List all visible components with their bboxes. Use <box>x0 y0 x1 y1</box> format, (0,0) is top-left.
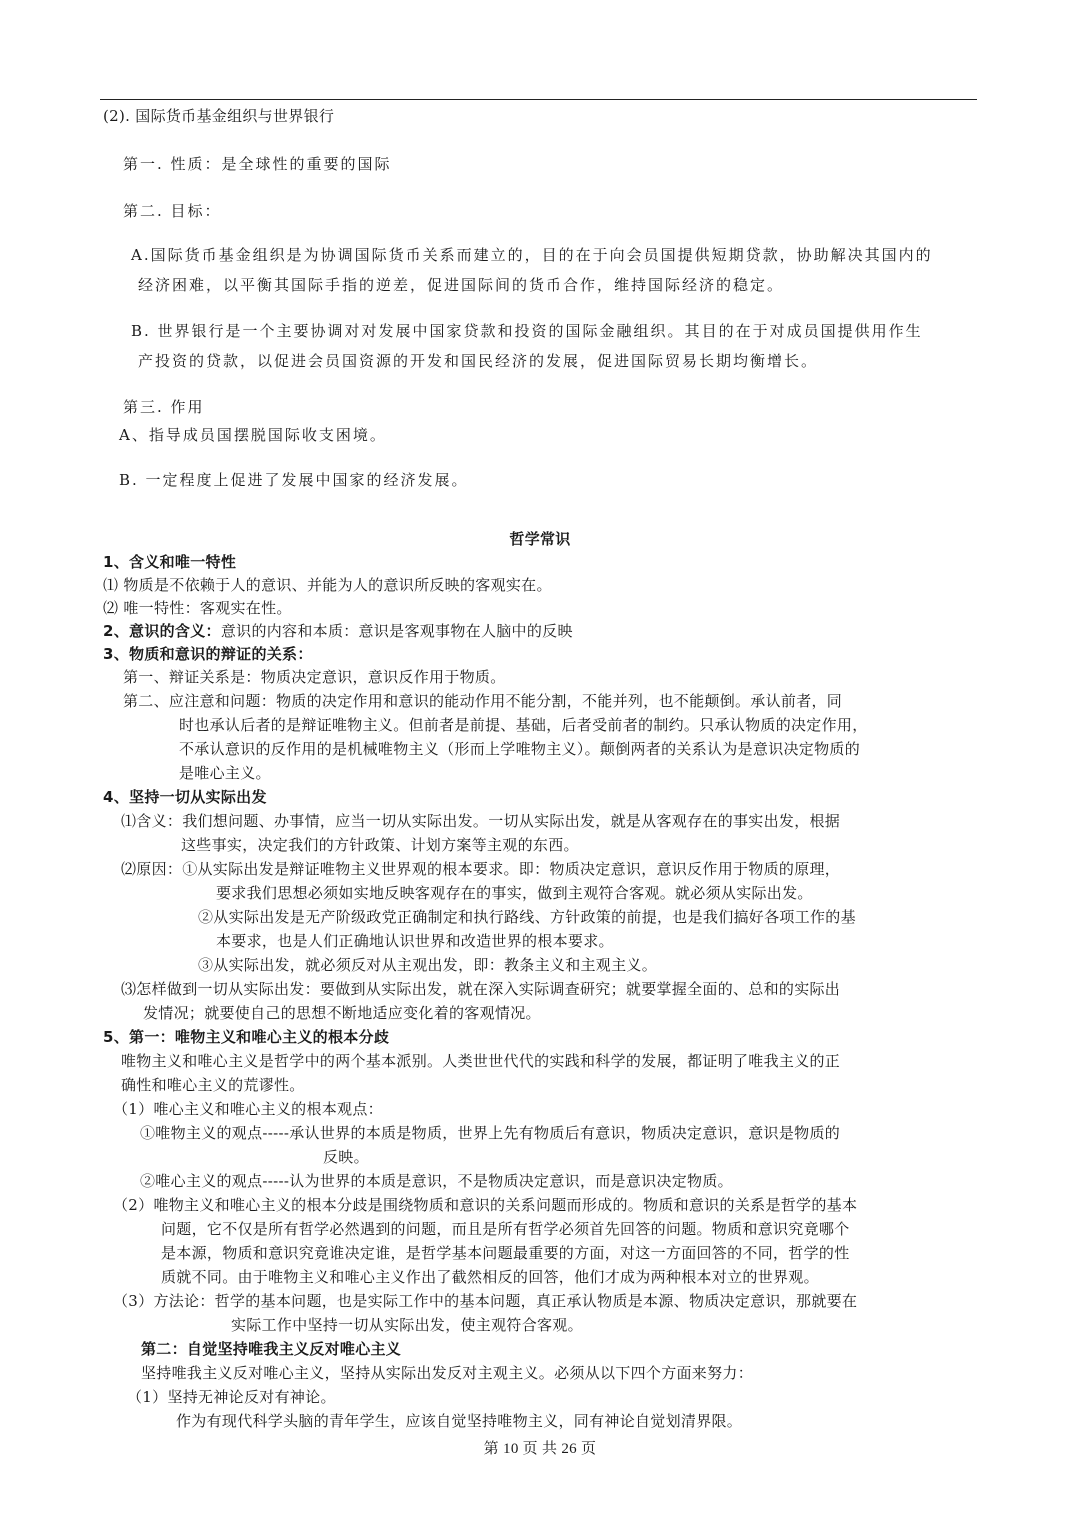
s6-heading: 第二：自觉坚持唯我主义反对唯心主义 <box>141 1340 402 1358</box>
s3-heading: 3、物质和意识的辩证的关系： <box>103 645 313 663</box>
s5-intro-line-1: 唯物主义和唯心主义是哲学中的两个基本派别。人类世世代代的实践和科学的发展，都证明了唯我主义的正 <box>121 1052 841 1070</box>
s2-text: 意识的内容和本质：意识是客观事物在人脑中的反映 <box>220 622 573 640</box>
s3-item-2-line-4: 是唯心主义。 <box>179 764 271 782</box>
s4-item-1-line-2: 这些事实，决定我们的方针政策、计划方案等主观的东西。 <box>181 836 579 854</box>
s2-label: 2、意识的含义： <box>103 622 221 640</box>
s1-heading: 1、含义和唯一特性 <box>103 553 237 571</box>
s3-item-2-line-2: 时也承认后者的是辩证唯物主义。但前者是前提、基础，后者受前者的制约。只承认物质的决定作用， <box>179 716 868 734</box>
s6-intro: 坚持唯我主义反对唯心主义，坚持从实际出发反对主观主义。必须从以下四个方面来努力： <box>141 1364 754 1382</box>
s5-item-2-line-4: 质就不同。由于唯物主义和唯心主义作出了截然相反的回答，他们才成为两种根本对立的世界观。 <box>161 1268 819 1286</box>
s5-heading: 5、第一：唯物主义和唯心主义的根本分歧 <box>103 1028 390 1046</box>
page-footer: 第 10 页 共 26 页 <box>483 1441 597 1457</box>
s6-item-1-text: 作为有现代科学头脑的青年学生，应该自觉坚持唯物主义，同有神论自觉划清界限。 <box>176 1412 743 1430</box>
s5-item-1-heading: （1）唯心主义和唯心主义的根本观点： <box>113 1100 383 1118</box>
s4-heading: 4、坚持一切从实际出发 <box>103 788 267 806</box>
s4-item-2-line-5: ③从实际出发，就必须反对从主观出发，即：教条主义和主观主义。 <box>198 956 658 974</box>
philosophy-title: 哲学常识 <box>509 530 571 548</box>
s3-item-2-line-3: 不承认意识的反作用的是机械唯物主义（形而上学唯物主义）。颠倒两者的关系认为是意识决定物质的 <box>179 740 861 758</box>
s4-item-2-line-4: 本要求，也是人们正确地认识世界和改造世界的根本要求。 <box>216 932 614 950</box>
s5-item-1-materialism: ①唯物主义的观点-----承认世界的本质是物质，世界上先有物质后有意识，物质决定意识，意识是物质的 <box>140 1124 841 1142</box>
s3-item-2-line-1: 第二、应注意和问题：物质的决定作用和意识的能动作用不能分割，不能并列，也不能颠倒。承认前者，同 <box>123 692 843 710</box>
s4-item-2-line-1: ⑵原因：①从实际出发是辩证唯物主义世界观的根本要求。即：物质决定意识，意识反作用于物质的原理， <box>121 860 841 878</box>
s5-item-3-line-1: （3）方法论：哲学的基本问题，也是实际工作中的基本问题，真正承认物质是本源、物质决定意识，那就要在 <box>113 1292 858 1310</box>
s4-item-2-line-3: ②从实际出发是无产阶级政党正确制定和执行路线、方针政策的前提，也是我们搞好各项工作的基 <box>198 908 856 926</box>
goal-a-line-2: 经济困难，以平衡其国际手指的逆差，促进国际间的货币合作，维持国际经济的稳定。 <box>138 276 785 294</box>
s6-item-1: （1）坚持无神论反对有神论。 <box>127 1388 336 1406</box>
s2-line <box>103 620 573 642</box>
role-line: 第三. 作用 <box>123 398 205 416</box>
s1-item-2: ⑵ 唯一特性：客观实在性。 <box>103 599 292 617</box>
s5-item-2-line-3: 是本源，物质和意识究竟谁决定谁，是哲学基本问题最重要的方面，对这一方面回答的不同，哲学的性 <box>161 1244 850 1262</box>
nature-line: 第一. 性质：是全球性的重要的国际 <box>123 155 392 173</box>
s4-item-2-line-2: 要求我们思想必须如实地反映客观存在的事实，做到主观符合客观。就必须从实际出发。 <box>216 884 813 902</box>
s5-item-2-line-1: （2）唯物主义和唯心主义的根本分歧是围绕物质和意识的关系问题而形成的。物质和意识的关系是哲学的基本 <box>113 1196 858 1214</box>
s1-item-1: ⑴ 物质是不依赖于人的意识、并能为人的意识所反映的客观实在。 <box>103 576 552 594</box>
s5-item-1-materialism-cont: 反映。 <box>323 1148 369 1166</box>
header-rule <box>100 99 977 100</box>
s5-item-3-line-2: 实际工作中坚持一切从实际出发，使主观符合客观。 <box>231 1316 583 1334</box>
s4-item-3-line-1: ⑶怎样做到一切从实际出发：要做到从实际出发，就在深入实际调查研究；就要掌握全面的、总和的实际出 <box>121 980 841 998</box>
goal-line: 第二. 目标： <box>123 202 222 220</box>
section-heading-imf-worldbank: (2). 国际货币基金组织与世界银行 <box>103 107 335 125</box>
goal-b-line-1: B. 世界银行是一个主要协调对对发展中国家贷款和投资的国际金融组织。其目的在于对成员国提供用作生 <box>131 322 923 340</box>
s5-item-2-line-2: 问题，它不仅是所有哲学必然遇到的问题，而且是所有哲学必须首先回答的问题。物质和意识究竟哪个 <box>161 1220 850 1238</box>
s5-intro-line-2: 确性和唯心主义的荒谬性。 <box>121 1076 305 1094</box>
s4-item-1-line-1: ⑴含义：我们想问题、办事情，应当一切从实际出发。一切从实际出发，就是从客观存在的事实出发，根据 <box>121 812 841 830</box>
s3-item-1: 第一、辩证关系是：物质决定意识，意识反作用于物质。 <box>123 668 506 686</box>
role-a-line: A、指导成员国摆脱国际收支困境。 <box>119 426 387 444</box>
s4-item-3-line-2: 发情况；就要使自己的思想不断地适应变化着的客观情况。 <box>143 1004 541 1022</box>
s5-item-1-idealism: ②唯心主义的观点-----认为世界的本质是意识，不是物质决定意识，而是意识决定物质。 <box>140 1172 733 1190</box>
goal-a-line-1: A.国际货币基金组织是为协调国际货币关系而建立的，目的在于向会员国提供短期贷款，协助解决其国内的 <box>131 246 933 264</box>
goal-b-line-2: 产投资的贷款，以促进会员国资源的开发和国民经济的发展，促进国际贸易长期均衡增长。 <box>138 352 819 370</box>
role-b-line: B. 一定程度上促进了发展中国家的经济发展。 <box>119 471 469 489</box>
